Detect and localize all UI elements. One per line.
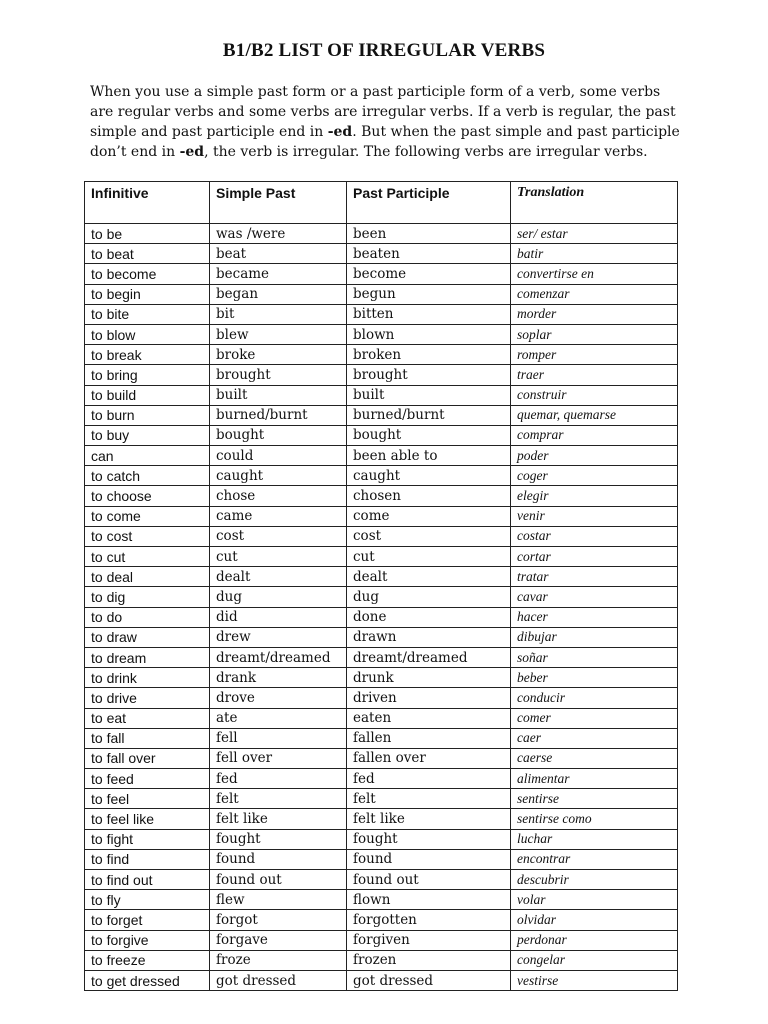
cell-infinitive: to catch: [85, 466, 210, 486]
cell-translation: congelar: [511, 950, 678, 970]
cell-infinitive: to feel: [85, 789, 210, 809]
cell-infinitive: to come: [85, 506, 210, 526]
table-row: [85, 870, 678, 890]
cell-translation: beber: [511, 668, 678, 688]
cell-translation: cavar: [511, 587, 678, 607]
cell-simple-past: fell over: [210, 748, 347, 768]
table-row: [85, 224, 678, 244]
cell-infinitive: to get dressed: [85, 970, 210, 990]
cell-past-participle: frozen: [347, 950, 511, 970]
table-row: [85, 647, 678, 667]
table-row: [85, 405, 678, 425]
cell-infinitive: to dream: [85, 647, 210, 667]
cell-infinitive: to break: [85, 345, 210, 365]
cell-translation: sentirse: [511, 789, 678, 809]
cell-simple-past: cost: [210, 526, 347, 546]
cell-infinitive: to deal: [85, 567, 210, 587]
cell-simple-past: beat: [210, 244, 347, 264]
cell-translation: construir: [511, 385, 678, 405]
cell-past-participle: forgotten: [347, 910, 511, 930]
cell-simple-past: flew: [210, 890, 347, 910]
cell-infinitive: to fight: [85, 829, 210, 849]
table-row: [85, 890, 678, 910]
cell-past-participle: forgiven: [347, 930, 511, 950]
cell-simple-past: felt like: [210, 809, 347, 829]
cell-past-participle: caught: [347, 466, 511, 486]
cell-translation: traer: [511, 365, 678, 385]
intro-bold-ed-1: -ed: [327, 124, 353, 140]
table-row: [85, 910, 678, 930]
cell-infinitive: to become: [85, 264, 210, 284]
cell-simple-past: did: [210, 607, 347, 627]
cell-infinitive: to be: [85, 224, 210, 244]
cell-past-participle: chosen: [347, 486, 511, 506]
cell-simple-past: burned/burnt: [210, 405, 347, 425]
cell-simple-past: was /were: [210, 224, 347, 244]
cell-simple-past: built: [210, 385, 347, 405]
table-row: [85, 264, 678, 284]
table-row: [85, 486, 678, 506]
cell-past-participle: found: [347, 849, 511, 869]
cell-simple-past: became: [210, 264, 347, 284]
cell-simple-past: came: [210, 506, 347, 526]
cell-simple-past: forgave: [210, 930, 347, 950]
cell-infinitive: to beat: [85, 244, 210, 264]
cell-past-participle: blown: [347, 324, 511, 344]
cell-translation: alimentar: [511, 769, 678, 789]
cell-infinitive: to drive: [85, 688, 210, 708]
cell-past-participle: fallen: [347, 728, 511, 748]
table-row: [85, 466, 678, 486]
cell-translation: dibujar: [511, 627, 678, 647]
intro-paragraph: [90, 82, 680, 162]
table-row: [85, 506, 678, 526]
cell-simple-past: ate: [210, 708, 347, 728]
cell-past-participle: cost: [347, 526, 511, 546]
cell-past-participle: fought: [347, 829, 511, 849]
cell-past-participle: bitten: [347, 304, 511, 324]
cell-infinitive: to feed: [85, 769, 210, 789]
cell-translation: coger: [511, 466, 678, 486]
cell-past-participle: become: [347, 264, 511, 284]
cell-simple-past: blew: [210, 324, 347, 344]
table-row: [85, 304, 678, 324]
cell-translation: convertirse en: [511, 264, 678, 284]
cell-simple-past: found out: [210, 870, 347, 890]
cell-infinitive: to eat: [85, 708, 210, 728]
cell-simple-past: chose: [210, 486, 347, 506]
cell-translation: morder: [511, 304, 678, 324]
cell-infinitive: to fall: [85, 728, 210, 748]
intro-text-1: When you use a simple past form or a past participle form of a verb, some verbs are regular verbs and some verbs are irregular verbs. If a verb is regular, the past simple and past participle end in: [90, 84, 676, 140]
table-row: [85, 607, 678, 627]
cell-past-participle: flown: [347, 890, 511, 910]
cell-infinitive: to buy: [85, 425, 210, 445]
cell-past-participle: cut: [347, 547, 511, 567]
cell-past-participle: beaten: [347, 244, 511, 264]
cell-past-participle: done: [347, 607, 511, 627]
table-row: [85, 526, 678, 546]
cell-translation: encontrar: [511, 849, 678, 869]
table-row: [85, 446, 678, 466]
cell-simple-past: froze: [210, 950, 347, 970]
intro-text-2: . But when the past simple and past participle don’t end in: [90, 124, 680, 160]
table-row: [85, 769, 678, 789]
cell-past-participle: brought: [347, 365, 511, 385]
cell-translation: caerse: [511, 748, 678, 768]
cell-translation: soñar: [511, 647, 678, 667]
irregular-verbs-table: [84, 181, 678, 991]
table-row: [85, 930, 678, 950]
cell-translation: elegir: [511, 486, 678, 506]
table-row: [85, 365, 678, 385]
table-row: [85, 970, 678, 990]
cell-simple-past: felt: [210, 789, 347, 809]
cell-infinitive: to cut: [85, 547, 210, 567]
cell-past-participle: felt: [347, 789, 511, 809]
cell-past-participle: dreamt/dreamed: [347, 647, 511, 667]
cell-infinitive: to build: [85, 385, 210, 405]
cell-past-participle: begun: [347, 284, 511, 304]
cell-infinitive: to choose: [85, 486, 210, 506]
table-row: [85, 849, 678, 869]
cell-infinitive: to find out: [85, 870, 210, 890]
cell-simple-past: fell: [210, 728, 347, 748]
intro-text-3: , the verb is irregular. The following verbs are irregular verbs.: [204, 144, 648, 160]
cell-simple-past: broke: [210, 345, 347, 365]
header-simple-past: Simple Past: [210, 182, 347, 224]
cell-past-participle: bought: [347, 425, 511, 445]
intro-bold-ed-2: -ed: [179, 144, 205, 160]
table-row: [85, 809, 678, 829]
cell-simple-past: cut: [210, 547, 347, 567]
cell-infinitive: to fly: [85, 890, 210, 910]
cell-infinitive: to freeze: [85, 950, 210, 970]
cell-translation: hacer: [511, 607, 678, 627]
cell-past-participle: come: [347, 506, 511, 526]
cell-past-participle: got dressed: [347, 970, 511, 990]
cell-past-participle: driven: [347, 688, 511, 708]
cell-past-participle: dealt: [347, 567, 511, 587]
cell-infinitive: to burn: [85, 405, 210, 425]
cell-simple-past: got dressed: [210, 970, 347, 990]
cell-infinitive: to forgive: [85, 930, 210, 950]
cell-infinitive: to feel like: [85, 809, 210, 829]
cell-simple-past: dealt: [210, 567, 347, 587]
cell-translation: vestirse: [511, 970, 678, 990]
cell-simple-past: bought: [210, 425, 347, 445]
cell-simple-past: fought: [210, 829, 347, 849]
cell-infinitive: to begin: [85, 284, 210, 304]
cell-past-participle: drawn: [347, 627, 511, 647]
cell-translation: sentirse como: [511, 809, 678, 829]
cell-past-participle: found out: [347, 870, 511, 890]
table-row: [85, 567, 678, 587]
cell-translation: tratar: [511, 567, 678, 587]
cell-translation: ser/ estar: [511, 224, 678, 244]
cell-translation: quemar, quemarse: [511, 405, 678, 425]
cell-translation: caer: [511, 728, 678, 748]
cell-past-participle: been: [347, 224, 511, 244]
cell-translation: batir: [511, 244, 678, 264]
table-row: [85, 708, 678, 728]
cell-past-participle: built: [347, 385, 511, 405]
cell-translation: luchar: [511, 829, 678, 849]
cell-simple-past: caught: [210, 466, 347, 486]
table-row: [85, 688, 678, 708]
cell-simple-past: began: [210, 284, 347, 304]
cell-translation: venir: [511, 506, 678, 526]
cell-simple-past: brought: [210, 365, 347, 385]
cell-translation: conducir: [511, 688, 678, 708]
table-row: [85, 789, 678, 809]
cell-translation: perdonar: [511, 930, 678, 950]
cell-translation: olvidar: [511, 910, 678, 930]
cell-translation: comenzar: [511, 284, 678, 304]
cell-simple-past: drove: [210, 688, 347, 708]
table-row: [85, 324, 678, 344]
cell-simple-past: forgot: [210, 910, 347, 930]
cell-simple-past: dreamt/dreamed: [210, 647, 347, 667]
cell-infinitive: to dig: [85, 587, 210, 607]
cell-simple-past: found: [210, 849, 347, 869]
cell-simple-past: bit: [210, 304, 347, 324]
header-infinitive: Infinitive: [85, 182, 210, 224]
cell-infinitive: to cost: [85, 526, 210, 546]
table-header-row: [85, 182, 678, 224]
cell-past-participle: drunk: [347, 668, 511, 688]
cell-infinitive: to forget: [85, 910, 210, 930]
cell-past-participle: felt like: [347, 809, 511, 829]
cell-translation: soplar: [511, 324, 678, 344]
table-row: [85, 244, 678, 264]
cell-simple-past: could: [210, 446, 347, 466]
cell-simple-past: fed: [210, 769, 347, 789]
cell-infinitive: to fall over: [85, 748, 210, 768]
cell-infinitive: can: [85, 446, 210, 466]
cell-past-participle: fed: [347, 769, 511, 789]
table-row: [85, 950, 678, 970]
table-row: [85, 587, 678, 607]
cell-translation: romper: [511, 345, 678, 365]
cell-translation: comer: [511, 708, 678, 728]
table-row: [85, 829, 678, 849]
cell-past-participle: burned/burnt: [347, 405, 511, 425]
cell-simple-past: drank: [210, 668, 347, 688]
table-body: [85, 224, 678, 991]
cell-translation: descubrir: [511, 870, 678, 890]
cell-simple-past: drew: [210, 627, 347, 647]
cell-past-participle: been able to: [347, 446, 511, 466]
cell-simple-past: dug: [210, 587, 347, 607]
cell-translation: costar: [511, 526, 678, 546]
cell-infinitive: to find: [85, 849, 210, 869]
cell-infinitive: to do: [85, 607, 210, 627]
cell-infinitive: to bite: [85, 304, 210, 324]
cell-translation: comprar: [511, 425, 678, 445]
cell-infinitive: to blow: [85, 324, 210, 344]
cell-translation: poder: [511, 446, 678, 466]
header-past-participle: Past Participle: [347, 182, 511, 224]
table-row: [85, 627, 678, 647]
cell-infinitive: to draw: [85, 627, 210, 647]
table-row: [85, 748, 678, 768]
cell-past-participle: dug: [347, 587, 511, 607]
table-row: [85, 547, 678, 567]
table-row: [85, 728, 678, 748]
cell-past-participle: broken: [347, 345, 511, 365]
header-translation: Translation: [511, 182, 678, 224]
cell-past-participle: eaten: [347, 708, 511, 728]
cell-past-participle: fallen over: [347, 748, 511, 768]
cell-infinitive: to bring: [85, 365, 210, 385]
cell-translation: cortar: [511, 547, 678, 567]
cell-translation: volar: [511, 890, 678, 910]
table-row: [85, 668, 678, 688]
table-row: [85, 345, 678, 365]
table-row: [85, 385, 678, 405]
cell-infinitive: to drink: [85, 668, 210, 688]
page-title: B1/B2 LIST OF IRREGULAR VERBS: [222, 40, 546, 61]
table-row: [85, 425, 678, 445]
table-row: [85, 284, 678, 304]
